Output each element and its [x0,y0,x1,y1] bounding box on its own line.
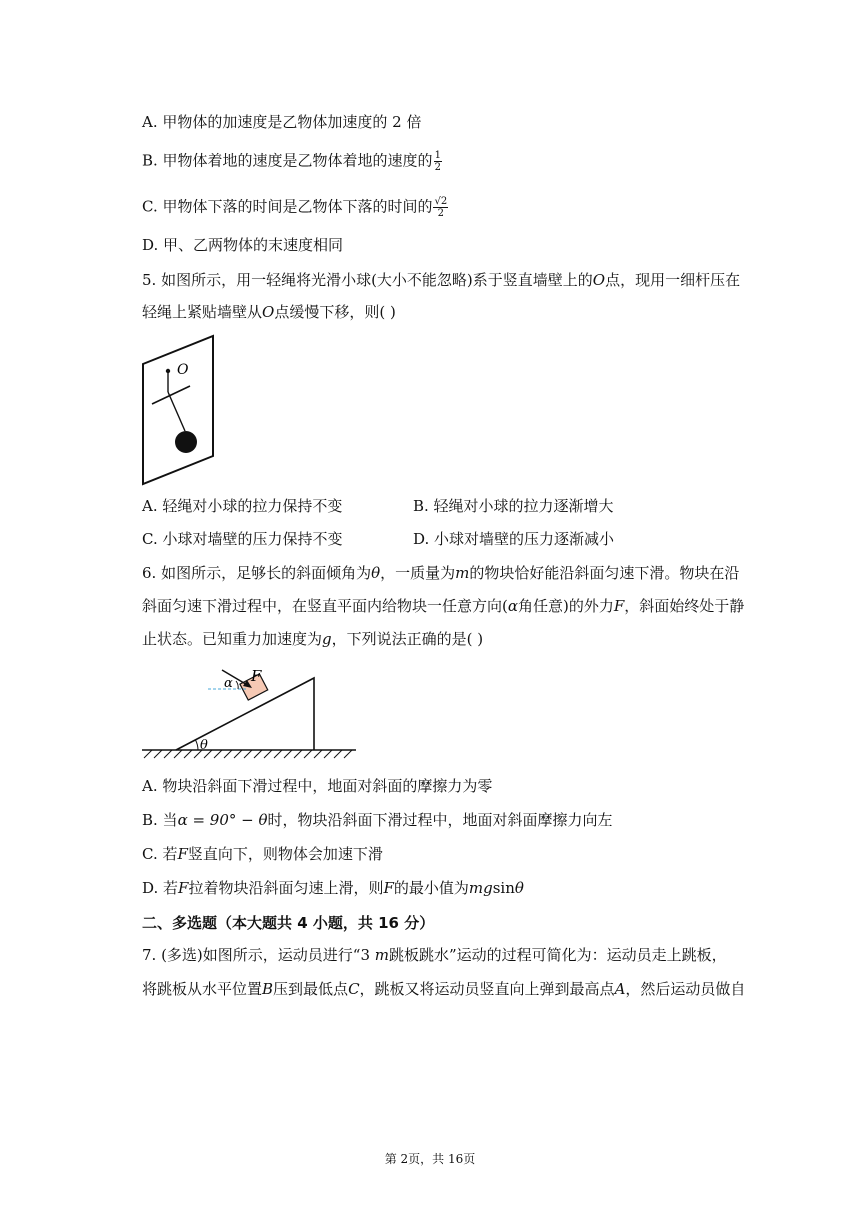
text: C. 若 [142,845,178,863]
text: 点缓慢下移，则( ) [274,303,396,321]
text: 角任意)的外力 [518,597,614,615]
var-f: F [177,845,188,863]
fraction-numerator: 1 [434,150,441,161]
q5-option-d: D. 小球对墙壁的压力逐渐减小 [413,530,615,548]
q6-incline-figure [140,662,360,762]
q6-stem-line3 [142,629,483,649]
label-theta: θ [200,738,208,753]
q4-option-b-text: B. 甲物体着地的速度是乙物体着地的速度的 [142,151,433,170]
q4-option-c [142,196,448,219]
var-theta: θ [514,879,524,897]
q7-stem-line2 [142,979,745,999]
q4-option-d: D. 甲、乙两物体的末速度相同 [142,236,344,254]
text: 拉着物块沿斜面匀速上滑，则 [188,879,384,897]
q5-options-row2 [142,528,615,549]
q4-option-b [142,150,442,173]
rope-lower [168,392,185,431]
var-o: O [262,303,275,321]
text: 7. (多选)如图所示，运动员进行“3 [142,946,375,964]
section-heading: 二、多选题（本大题共 4 小题，共 16 分） [142,914,435,932]
text: 斜面匀速下滑过程中，在竖直平面内给物块一任意方向( [142,597,508,615]
q5-wall-figure [140,334,230,486]
rod [152,386,190,404]
alpha-arc [236,681,238,689]
q6-stem-line2 [142,596,744,616]
text: B. 当 [142,811,178,829]
q6-option-b [142,810,613,830]
wall-plane [143,336,213,484]
q6-stem-line1 [142,563,739,583]
text: ，跳板又将运动员竖直向上弹到最高点 [359,980,615,998]
var-a: A [614,980,626,998]
fraction-denominator: 2 [437,208,445,219]
text: ，然后运动员做自 [625,980,746,998]
q5-option-a: A. 轻绳对小球的拉力保持不变 [142,497,343,515]
q6-option-d [142,878,524,898]
var-alpha: α [507,597,518,615]
fraction-denominator: 2 [434,162,441,173]
math-sin: sin [492,879,515,897]
text: 5. 如图所示，用一轻绳将光滑小球(大小不能忽略)系于竖直墙壁上的 [142,271,593,289]
var-g: g [322,630,332,648]
text: 6. 如图所示，足够长的斜面倾角为 [142,564,372,582]
q7-stem-line1 [142,945,727,965]
var-m: m [455,564,470,582]
label-o: O [177,362,189,378]
q4-option-a: A. 甲物体的加速度是乙物体加速度的 2 倍 [142,113,422,131]
q4-option-c-text: C. 甲物体下落的时间是乙物体下落的时间的 [142,197,433,216]
var-c: C [348,980,360,998]
q5-option-b: B. 轻绳对小球的拉力逐渐增大 [413,497,614,515]
q5-stem-line1 [142,270,740,290]
text: 点，现用一细杆压在 [605,271,741,289]
text: 止状态。已知重力加速度为 [142,630,323,648]
label-alpha: α [224,676,233,691]
page-footer: 第 2页，共 16页 [384,1152,476,1166]
text: ，下列说法正确的是( ) [331,630,484,648]
var-f: F [613,597,625,615]
var-b: B [262,980,274,998]
text: ，斜面始终处于静 [624,597,745,615]
var-o: O [592,271,606,289]
fraction-sqrt2-over-2 [433,196,448,219]
text: 竖直向下，则物体会加速下滑 [187,845,383,863]
fraction-half [434,150,442,173]
q6-option-a: A. 物块沿斜面下滑过程中，地面对斜面的摩擦力为零 [142,777,493,795]
text: ，一质量为 [380,564,456,582]
unit-m: m [374,946,389,964]
text: D. 若 [142,879,179,897]
text: 的物块恰好能沿斜面匀速下滑。物块在沿 [469,564,740,582]
text: 的最小值为 [393,879,469,897]
ball [175,431,197,453]
var-f: F [383,879,394,897]
text: 将跳板从水平位置 [142,980,263,998]
label-f: F [251,667,262,685]
text: 轻绳上紧贴墙壁从 [142,303,263,321]
text: 跳板跳水”运动的过程可简化为：运动员走上跳板， [389,946,727,964]
text: 时，物块沿斜面下滑过程中，地面对斜面摩擦力向左 [267,811,613,829]
var-f: F [178,879,189,897]
math-alpha-eq: α = 90° − θ [177,811,268,829]
math-mg: mg [468,879,493,897]
q5-stem-line2 [142,302,396,322]
fraction-numerator: √2 [434,196,448,207]
var-theta: θ [371,564,381,582]
q6-option-c [142,844,383,864]
q5-option-c: C. 小球对墙壁的压力保持不变 [142,530,343,548]
theta-arc [196,740,199,750]
text: 压到最低点 [273,980,349,998]
q5-options-row1 [142,495,614,516]
ground-hatching [144,750,352,758]
